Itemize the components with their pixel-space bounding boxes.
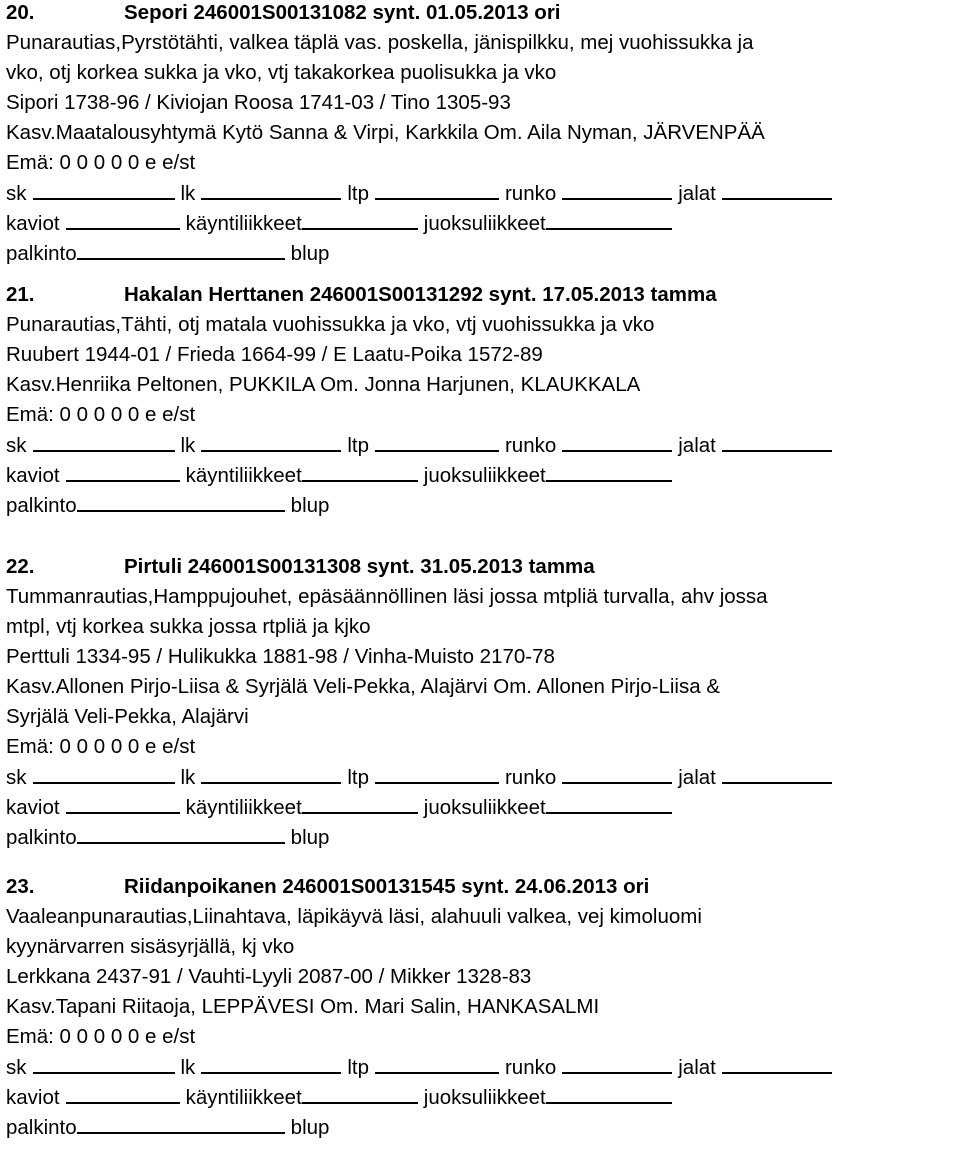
field-runko[interactable] bbox=[562, 1052, 672, 1074]
horse-entry bbox=[6, 552, 958, 852]
label-lk: lk bbox=[180, 1056, 196, 1079]
entry-line: Punarautias,Tähti, otj matala vuohissukka ja vko, vtj vuohissukka ja vko bbox=[6, 313, 655, 336]
label-kayntiliikkeet: käyntiliikkeet bbox=[185, 1086, 302, 1109]
entry-line: Emä: 0 0 0 0 0 e e/st bbox=[6, 403, 196, 426]
entry-line: Punarautias,Pyrstötähti, valkea täplä vas. poskella, jänispilkku, mej vuohissukka ja bbox=[6, 31, 754, 54]
entry-line: kyynärvarren sisäsyrjällä, kj vko bbox=[6, 935, 295, 958]
label-jalat: jalat bbox=[678, 1056, 716, 1079]
entry-line: Emä: 0 0 0 0 0 e e/st bbox=[6, 1025, 196, 1048]
field-runko[interactable] bbox=[562, 178, 672, 200]
score-row-1 bbox=[6, 762, 958, 792]
field-sk[interactable] bbox=[33, 762, 175, 784]
label-lk: lk bbox=[180, 182, 196, 205]
field-ltp[interactable] bbox=[375, 1052, 499, 1074]
label-jalat: jalat bbox=[678, 766, 716, 789]
field-lk[interactable] bbox=[201, 430, 341, 452]
field-palkinto[interactable] bbox=[77, 490, 285, 512]
field-sk[interactable] bbox=[33, 178, 175, 200]
score-row-3 bbox=[6, 490, 958, 520]
field-runko[interactable] bbox=[562, 430, 672, 452]
entry-line: vko, otj korkea sukka ja vko, vtj takakorkea puolisukka ja vko bbox=[6, 61, 557, 84]
label-juoksuliikkeet: juoksuliikkeet bbox=[423, 1086, 546, 1109]
label-kayntiliikkeet: käyntiliikkeet bbox=[185, 796, 302, 819]
field-kayntiliikkeet[interactable] bbox=[302, 208, 418, 230]
field-palkinto[interactable] bbox=[77, 1112, 285, 1134]
field-sk[interactable] bbox=[33, 430, 175, 452]
field-kaviot[interactable] bbox=[66, 792, 180, 814]
field-lk[interactable] bbox=[201, 178, 341, 200]
field-lk[interactable] bbox=[201, 1052, 341, 1074]
entry-line: Syrjälä Veli-Pekka, Alajärvi bbox=[6, 705, 249, 728]
score-row-3 bbox=[6, 238, 958, 268]
label-runko: runko bbox=[504, 766, 557, 789]
entry-title: Sepori 246001S00131082 synt. 01.05.2013 ori bbox=[124, 1, 561, 24]
label-lk: lk bbox=[180, 434, 196, 457]
horse-entry bbox=[6, 872, 958, 1142]
label-kaviot: kaviot bbox=[6, 796, 60, 819]
entry-number: 23. bbox=[6, 875, 35, 898]
field-juoksuliikkeet[interactable] bbox=[546, 1082, 672, 1104]
field-ltp[interactable] bbox=[375, 430, 499, 452]
entry-details bbox=[6, 582, 958, 762]
score-row-3 bbox=[6, 822, 958, 852]
label-ltp: ltp bbox=[347, 434, 369, 457]
label-blup: blup bbox=[290, 494, 330, 517]
field-kaviot[interactable] bbox=[66, 460, 180, 482]
label-juoksuliikkeet: juoksuliikkeet bbox=[423, 464, 546, 487]
field-sk[interactable] bbox=[33, 1052, 175, 1074]
entry-line: Tummanrautias,Hamppujouhet, epäsäännöllinen läsi jossa mtpliä turvalla, ahv jossa bbox=[6, 585, 768, 608]
entry-header bbox=[6, 552, 958, 582]
entry-line: Perttuli 1334-95 / Hulikukka 1881-98 / Vinha-Muisto 2170-78 bbox=[6, 645, 555, 668]
entry-line: Kasv.Maatalousyhtymä Kytö Sanna & Virpi, Karkkila Om. Aila Nyman, JÄRVENPÄÄ bbox=[6, 121, 765, 144]
label-jalat: jalat bbox=[678, 434, 716, 457]
field-palkinto[interactable] bbox=[77, 238, 285, 260]
label-runko: runko bbox=[504, 1056, 557, 1079]
entry-line: Kasv.Allonen Pirjo-Liisa & Syrjälä Veli-Pekka, Alajärvi Om. Allonen Pirjo-Liisa & bbox=[6, 675, 721, 698]
field-jalat[interactable] bbox=[722, 762, 832, 784]
score-row-1 bbox=[6, 1052, 958, 1082]
field-jalat[interactable] bbox=[722, 430, 832, 452]
entry-line: Ruubert 1944-01 / Frieda 1664-99 / E Laatu-Poika 1572-89 bbox=[6, 343, 543, 366]
entry-details bbox=[6, 28, 958, 178]
field-juoksuliikkeet[interactable] bbox=[546, 460, 672, 482]
label-palkinto: palkinto bbox=[6, 494, 77, 517]
label-ltp: ltp bbox=[347, 182, 369, 205]
label-blup: blup bbox=[290, 242, 330, 265]
label-sk: sk bbox=[6, 1056, 27, 1079]
entry-header bbox=[6, 280, 958, 310]
field-kayntiliikkeet[interactable] bbox=[302, 1082, 418, 1104]
field-jalat[interactable] bbox=[722, 178, 832, 200]
label-runko: runko bbox=[504, 434, 557, 457]
entry-title: Riidanpoikanen 246001S00131545 synt. 24.06.2013 ori bbox=[124, 875, 650, 898]
label-juoksuliikkeet: juoksuliikkeet bbox=[423, 796, 546, 819]
entry-title: Hakalan Herttanen 246001S00131292 synt. 17.05.2013 tamma bbox=[124, 283, 717, 306]
horse-entry bbox=[6, 0, 958, 268]
entry-header bbox=[6, 0, 958, 28]
score-row-2 bbox=[6, 792, 958, 822]
field-kayntiliikkeet[interactable] bbox=[302, 792, 418, 814]
field-kayntiliikkeet[interactable] bbox=[302, 460, 418, 482]
entry-line: Vaaleanpunarautias,Liinahtava, läpikäyvä läsi, alahuuli valkea, vej kimoluomi bbox=[6, 905, 702, 928]
score-row-1 bbox=[6, 178, 958, 208]
field-kaviot[interactable] bbox=[66, 208, 180, 230]
score-row-2 bbox=[6, 1082, 958, 1112]
entry-header bbox=[6, 872, 958, 902]
score-row-1 bbox=[6, 430, 958, 460]
label-kaviot: kaviot bbox=[6, 1086, 60, 1109]
label-palkinto: palkinto bbox=[6, 1116, 77, 1139]
score-row-2 bbox=[6, 460, 958, 490]
label-juoksuliikkeet: juoksuliikkeet bbox=[423, 212, 546, 235]
entry-line: Emä: 0 0 0 0 0 e e/st bbox=[6, 735, 196, 758]
entry-line: Kasv.Henriika Peltonen, PUKKILA Om. Jonna Harjunen, KLAUKKALA bbox=[6, 373, 641, 396]
label-ltp: ltp bbox=[347, 766, 369, 789]
score-row-3 bbox=[6, 1112, 958, 1142]
field-juoksuliikkeet[interactable] bbox=[546, 792, 672, 814]
entry-number: 20. bbox=[6, 1, 35, 24]
field-ltp[interactable] bbox=[375, 178, 499, 200]
label-sk: sk bbox=[6, 434, 27, 457]
label-kayntiliikkeet: käyntiliikkeet bbox=[185, 212, 302, 235]
label-kaviot: kaviot bbox=[6, 212, 60, 235]
field-palkinto[interactable] bbox=[77, 822, 285, 844]
label-sk: sk bbox=[6, 182, 27, 205]
field-lk[interactable] bbox=[201, 762, 341, 784]
label-blup: blup bbox=[290, 1116, 330, 1139]
field-jalat[interactable] bbox=[722, 1052, 832, 1074]
label-runko: runko bbox=[504, 182, 557, 205]
field-ltp[interactable] bbox=[375, 762, 499, 784]
entry-number: 21. bbox=[6, 283, 35, 306]
entry-line: Lerkkana 2437-91 / Vauhti-Lyyli 2087-00 / Mikker 1328-83 bbox=[6, 965, 532, 988]
field-kaviot[interactable] bbox=[66, 1082, 180, 1104]
label-ltp: ltp bbox=[347, 1056, 369, 1079]
entry-details bbox=[6, 902, 958, 1052]
entry-number: 22. bbox=[6, 555, 35, 578]
label-kaviot: kaviot bbox=[6, 464, 60, 487]
score-row-2 bbox=[6, 208, 958, 238]
label-sk: sk bbox=[6, 766, 27, 789]
entry-line: mtpl, vtj korkea sukka jossa rtpliä ja kjko bbox=[6, 615, 371, 638]
entry-line: Kasv.Tapani Riitaoja, LEPPÄVESI Om. Mari Salin, HANKASALMI bbox=[6, 995, 600, 1018]
label-palkinto: palkinto bbox=[6, 826, 77, 849]
entry-title: Pirtuli 246001S00131308 synt. 31.05.2013 tamma bbox=[124, 555, 595, 578]
horse-entry bbox=[6, 280, 958, 520]
label-jalat: jalat bbox=[678, 182, 716, 205]
field-runko[interactable] bbox=[562, 762, 672, 784]
label-palkinto: palkinto bbox=[6, 242, 77, 265]
label-lk: lk bbox=[180, 766, 196, 789]
entry-details bbox=[6, 310, 958, 430]
entry-line: Sipori 1738-96 / Kiviojan Roosa 1741-03 / Tino 1305-93 bbox=[6, 91, 511, 114]
field-juoksuliikkeet[interactable] bbox=[546, 208, 672, 230]
label-blup: blup bbox=[290, 826, 330, 849]
entry-line: Emä: 0 0 0 0 0 e e/st bbox=[6, 151, 196, 174]
label-kayntiliikkeet: käyntiliikkeet bbox=[185, 464, 302, 487]
